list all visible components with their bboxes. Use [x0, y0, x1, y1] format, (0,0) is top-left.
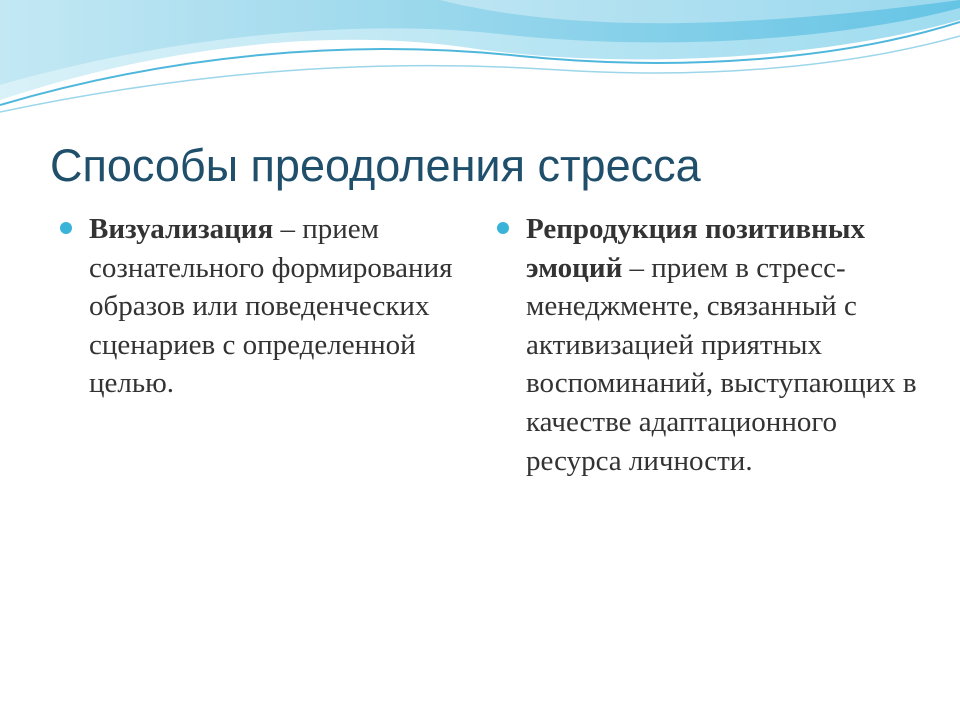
term-reproduction: Репродукция позитивных эмоций: [526, 213, 865, 284]
bullet-dot-icon: [60, 222, 72, 234]
term-visualization: Визуализация: [89, 213, 274, 245]
bullet-item-reproduction: [497, 210, 917, 480]
bullet-item-visualization: [60, 210, 460, 403]
term-dash: –: [622, 251, 645, 284]
slide-title: Способы преодоления стресса: [50, 140, 701, 191]
term-dash: –: [273, 213, 295, 245]
definition-reproduction: прием в стресс-менеджменте, связанный с активизацией приятных воспоминаний, выступающих в качестве адаптационного ресурса личности.: [526, 251, 917, 477]
bullet-column-right: [497, 210, 917, 480]
definition-visualization: прием сознательного формирования образов или поведенческих сценариев с определенной целью.: [89, 213, 453, 400]
header-wave-decoration: [0, 0, 960, 120]
bullet-dot-icon: [497, 222, 509, 234]
bullet-column-left: [60, 210, 460, 403]
